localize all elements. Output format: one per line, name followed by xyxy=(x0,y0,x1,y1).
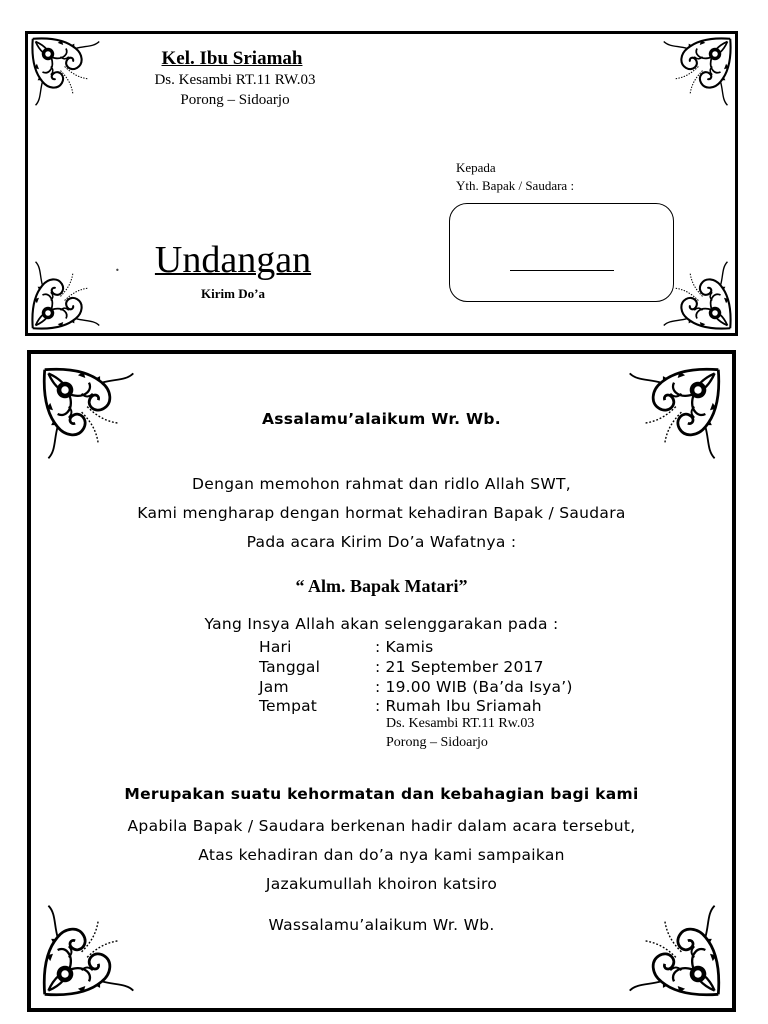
closing-line: Atas kehadiran dan do’a nya kami sampaikan xyxy=(198,846,565,864)
detail-value: : 21 September 2017 xyxy=(375,658,544,676)
envelope-card xyxy=(25,31,738,336)
closing-bold: Merupakan suatu kehormatan dan kebahagian bagi kami xyxy=(124,785,639,803)
venue-address-line1: Ds. Kesambi RT.11 Rw.03 xyxy=(386,716,535,731)
to-label: Kepada xyxy=(456,160,496,175)
closing-line: Jazakumullah khoiron katsiro xyxy=(265,875,498,893)
sender-name: Kel. Ibu Sriamah xyxy=(161,48,303,69)
schedule-intro: Yang Insya Allah akan selenggarakan pada : xyxy=(204,615,559,633)
closing-line: Apabila Bapak / Saudara berkenan hadir dalam acara tersebut, xyxy=(127,817,636,835)
detail-label: Tempat xyxy=(259,697,318,715)
sender-address-line2: Porong – Sidoarjo xyxy=(180,92,290,108)
floral-corner-ornament-icon xyxy=(661,36,733,108)
paragraph-line: Kami mengharap dengan hormat kehadiran Bapak / Saudara xyxy=(137,504,626,522)
paragraph-line: Dengan memohon rahmat dan ridlo Allah SWT, xyxy=(192,475,571,493)
greeting: Assalamu’alaikum Wr. Wb. xyxy=(261,410,501,428)
sender-address-line1: Ds. Kesambi RT.11 RW.03 xyxy=(154,72,316,88)
floral-corner-ornament-icon xyxy=(30,36,102,108)
paragraph-line: Pada acara Kirim Do’a Wafatnya : xyxy=(246,533,517,551)
recipient-name-box xyxy=(449,203,674,302)
decorative-mark: • xyxy=(115,266,120,275)
envelope-subtitle: Kirim Do’a xyxy=(201,286,265,301)
floral-corner-ornament-icon xyxy=(30,259,102,331)
envelope-title: Undangan xyxy=(154,239,312,281)
recipient-name-line xyxy=(510,270,614,271)
detail-label: Tanggal xyxy=(259,658,321,676)
deceased-name: “ Alm. Bapak Matari” xyxy=(295,576,468,596)
invitation-card xyxy=(27,350,736,1012)
detail-value: : Rumah Ibu Sriamah xyxy=(375,697,542,715)
detail-label: Hari xyxy=(259,638,292,656)
farewell: Wassalamu’alaikum Wr. Wb. xyxy=(268,916,495,934)
detail-label: Jam xyxy=(259,678,289,696)
venue-address-line2: Porong – Sidoarjo xyxy=(386,735,488,750)
detail-value: : Kamis xyxy=(375,638,434,656)
detail-value: : 19.00 WIB (Ba’da Isya’) xyxy=(375,678,573,696)
recipient-label: Yth. Bapak / Saudara : xyxy=(456,178,575,193)
